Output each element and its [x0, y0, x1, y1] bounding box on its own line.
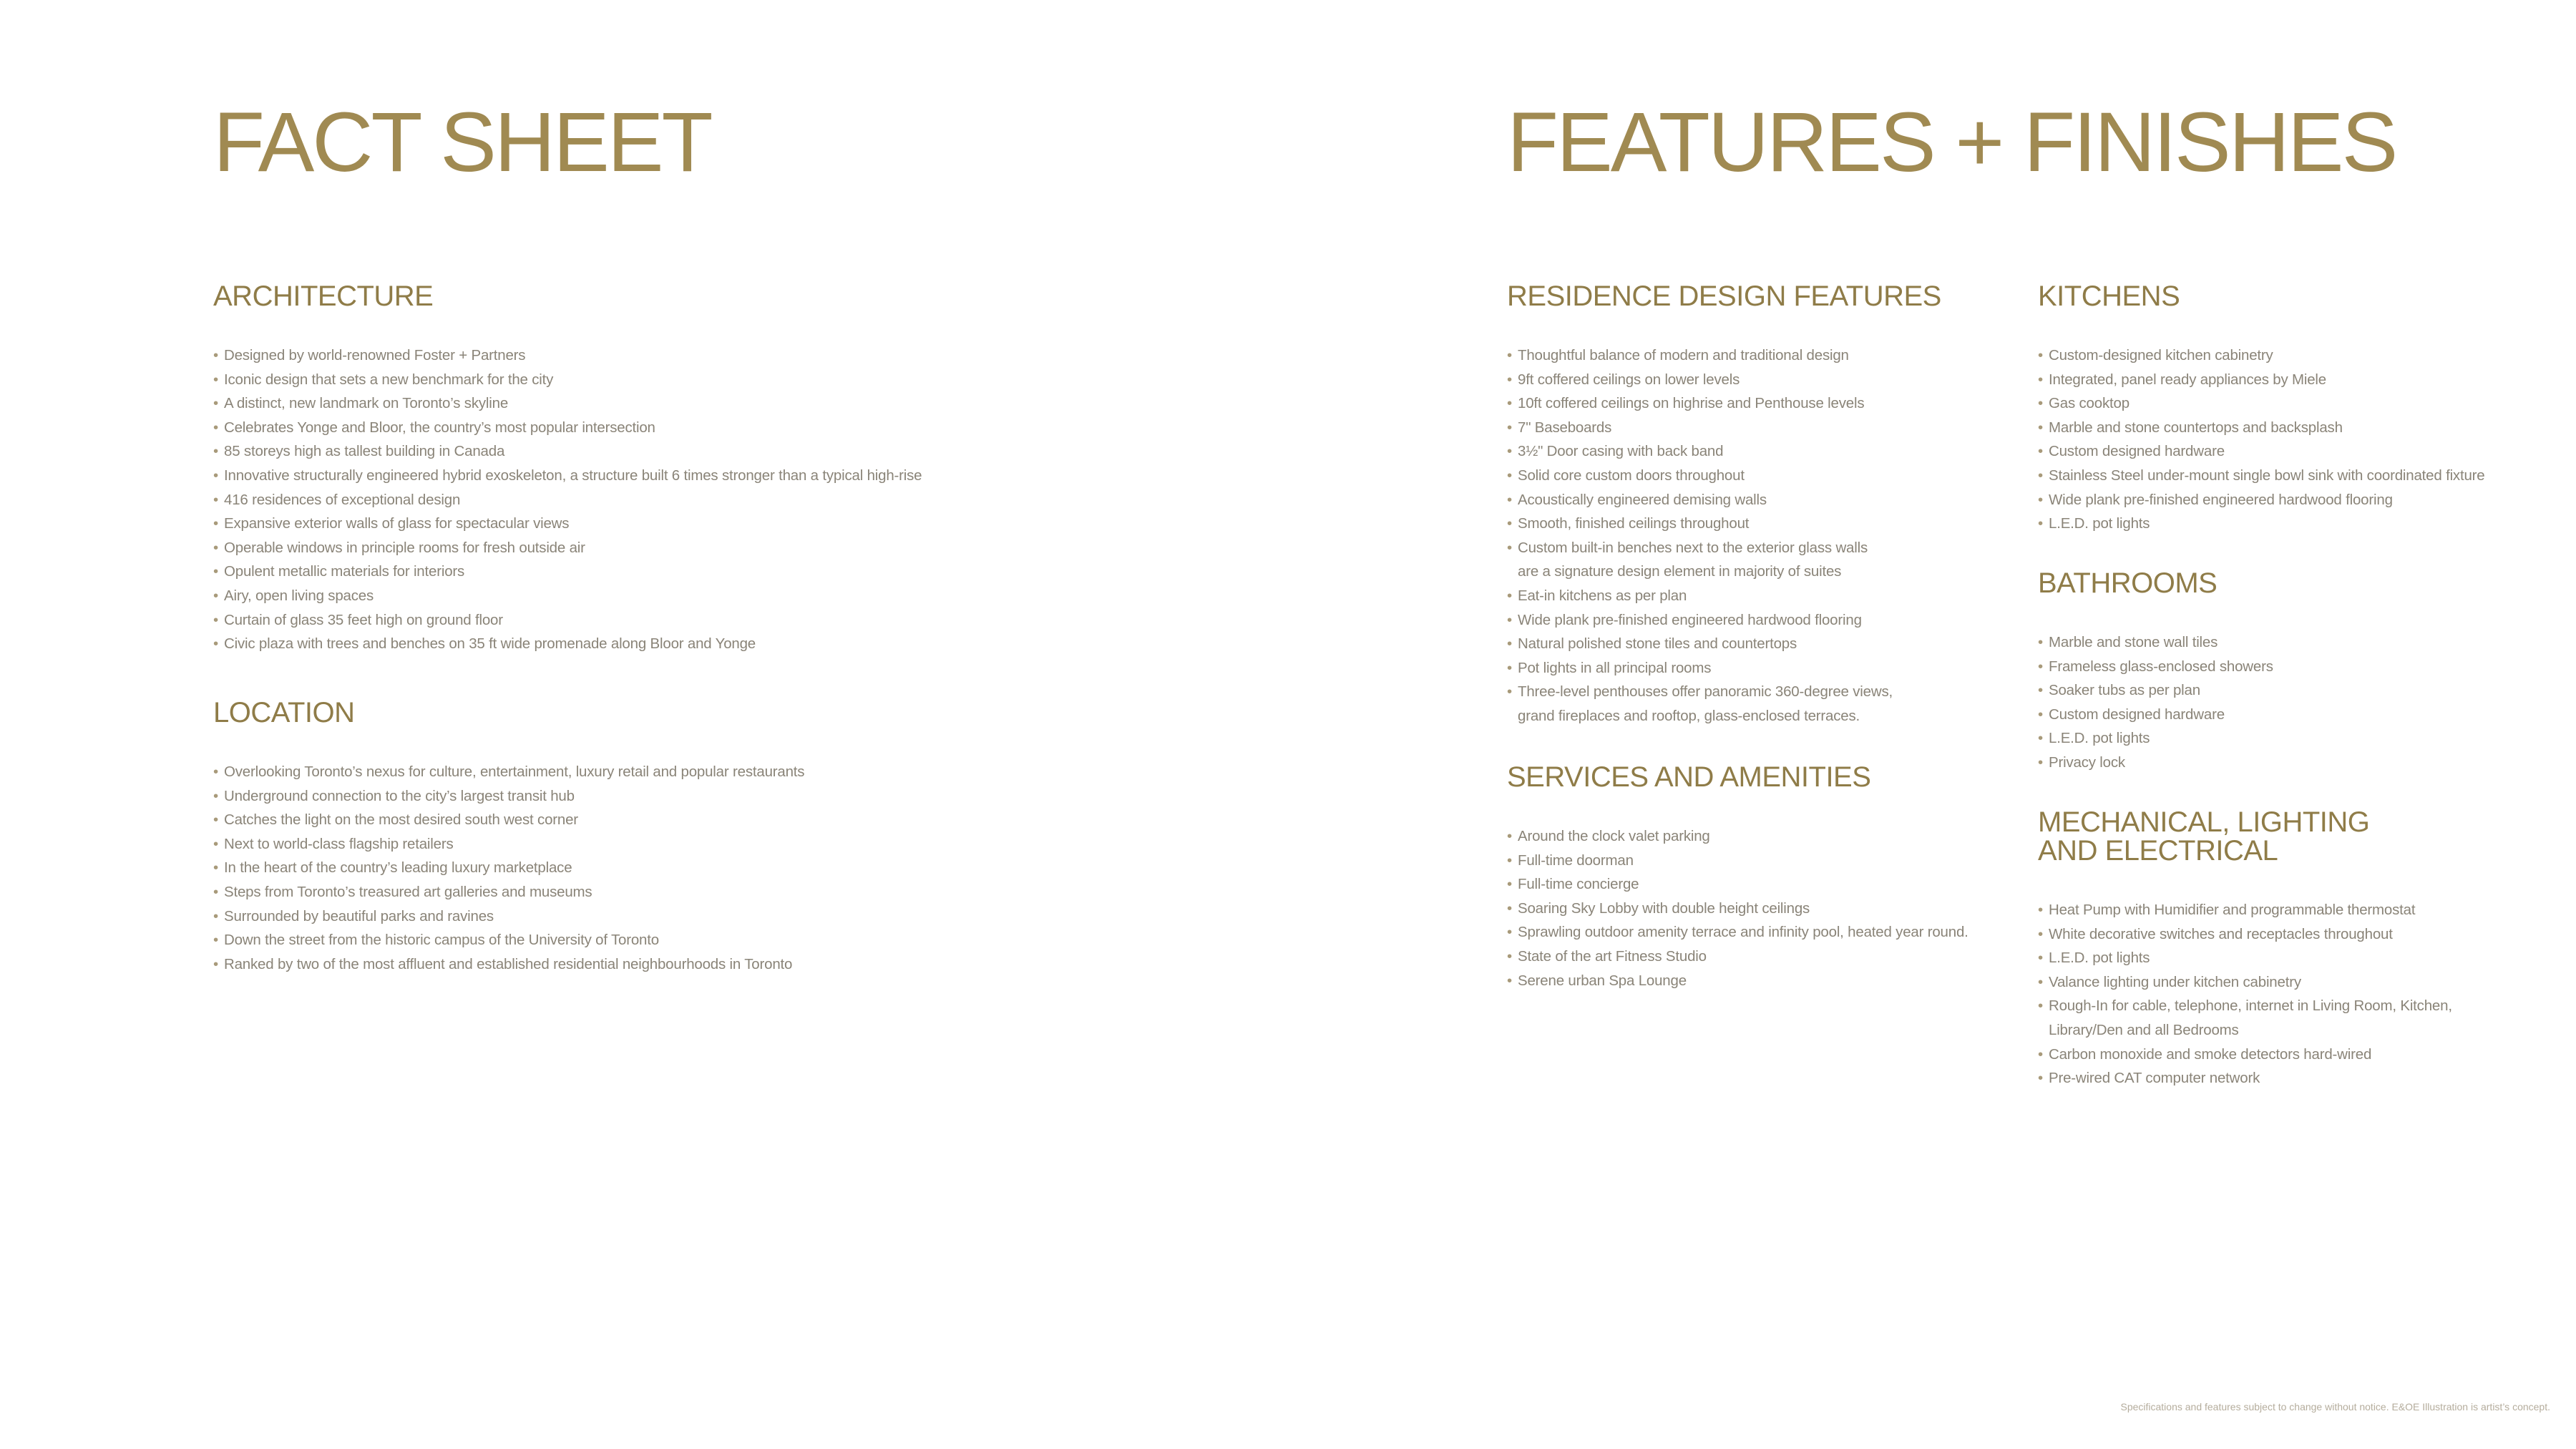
- list-item: • Designed by world-renowned Foster + Partners: [213, 347, 526, 364]
- fact-sheet-title: FACT SHEET: [213, 95, 711, 190]
- list-item: • Rough-In for cable, telephone, internet in Living Room, Kitchen,: [2038, 997, 2452, 1015]
- list-item: • Custom built-in benches next to the exterior glass walls: [1507, 539, 1868, 556]
- list-item: • Steps from Toronto’s treasured art galleries and museums: [213, 883, 592, 900]
- list-item: • Sprawling outdoor amenity terrace and infinity pool, heated year round.: [1507, 924, 1968, 941]
- list-item: • Stainless Steel under-mount single bowl sink with coordinated fixture: [2038, 467, 2485, 484]
- services-heading: SERVICES AND AMENITIES: [1507, 761, 1871, 793]
- list-item: • Soaker tubs as per plan: [2038, 682, 2200, 699]
- list-item: • L.E.D. pot lights: [2038, 950, 2150, 967]
- list-item: • Curtain of glass 35 feet high on ground floor: [213, 611, 503, 628]
- list-item: • Celebrates Yonge and Bloor, the country’s most popular intersection: [213, 419, 655, 436]
- list-item: • Three-level penthouses offer panoramic 360-degree views,: [1507, 683, 1893, 701]
- list-item: • 416 residences of exceptional design: [213, 491, 461, 508]
- list-item: • L.E.D. pot lights: [2038, 515, 2150, 532]
- list-item: • Down the street from the historic campus of the University of Toronto: [213, 932, 659, 949]
- list-item: • Serene urban Spa Lounge: [1507, 972, 1687, 989]
- list-item: • Ranked by two of the most affluent and established residential neighbourhoods in Toronto: [213, 955, 793, 972]
- list-item-continuation: are a signature design element in majority of suites: [1518, 563, 1842, 580]
- list-item: • Custom designed hardware: [2038, 706, 2225, 723]
- list-item: • State of the art Fitness Studio: [1507, 947, 1707, 965]
- kitchens-list: [2038, 343, 2485, 536]
- list-item: • Eat-in kitchens as per plan: [1507, 587, 1687, 604]
- list-item: • Soaring Sky Lobby with double height ceilings: [1507, 899, 1810, 917]
- list-item: • A distinct, new landmark on Toronto’s skyline: [213, 395, 509, 412]
- mechanical-heading: MECHANICAL, LIGHTING AND ELECTRICAL: [2038, 806, 2370, 867]
- location-heading: LOCATION: [213, 697, 355, 728]
- list-item: • Innovative structurally engineered hybrid exoskeleton, a structure built 6 times stronger than a typical high-rise: [213, 467, 922, 484]
- list-item: • Custom-designed kitchen cabinetry: [2038, 347, 2273, 364]
- residence-list: [1507, 343, 1941, 728]
- list-item: • Operable windows in principle rooms for fresh outside air: [213, 539, 585, 556]
- list-item: • Wide plank pre-finished engineered hardwood flooring: [2038, 491, 2393, 508]
- list-item: • Acoustically engineered demising walls: [1507, 491, 1767, 508]
- list-item: • Smooth, finished ceilings throughout: [1507, 515, 1750, 532]
- list-item: • Underground connection to the city’s largest transit hub: [213, 787, 575, 804]
- list-item: • Valance lighting under kitchen cabinetry: [2038, 973, 2301, 990]
- mechanical-list: [2038, 898, 2452, 1091]
- list-item: • Full-time doorman: [1507, 852, 1634, 869]
- residence-heading: RESIDENCE DESIGN FEATURES: [1507, 280, 1941, 312]
- bathrooms-heading: BATHROOMS: [2038, 567, 2218, 599]
- disclaimer-footnote: Specifications and features subject to change without notice. E&OE Illustration is artist’s concept.: [2120, 1401, 2550, 1413]
- list-item: • Carbon monoxide and smoke detectors hard-wired: [2038, 1045, 2372, 1063]
- bathrooms-section: [2038, 569, 2273, 775]
- architecture-heading: ARCHITECTURE: [213, 280, 434, 312]
- list-item: • Marble and stone countertops and backsplash: [2038, 419, 2343, 436]
- location-list: [213, 760, 804, 976]
- mechanical-section: [2038, 808, 2452, 1091]
- list-item-continuation: grand fireplaces and rooftop, glass-enclosed terraces.: [1518, 707, 1860, 724]
- list-item: • Integrated, panel ready appliances by Miele: [2038, 371, 2326, 388]
- list-item: • Next to world-class flagship retailers: [213, 835, 454, 852]
- list-item: • L.E.D. pot lights: [2038, 730, 2150, 747]
- list-item: • White decorative switches and receptacles throughout: [2038, 925, 2393, 942]
- list-item: • Civic plaza with trees and benches on 35 ft wide promenade along Bloor and Yonge: [213, 635, 756, 653]
- bathrooms-list: [2038, 630, 2273, 775]
- list-item: • Catches the light on the most desired south west corner: [213, 811, 578, 829]
- list-item: • Frameless glass-enclosed showers: [2038, 658, 2273, 675]
- kitchens-heading: KITCHENS: [2038, 280, 2180, 312]
- list-item: • 3½" Door casing with back band: [1507, 443, 1724, 460]
- list-item: • Pre-wired CAT computer network: [2038, 1070, 2260, 1087]
- list-item-continuation: Library/Den and all Bedrooms: [2049, 1021, 2239, 1038]
- list-item: • Overlooking Toronto’s nexus for culture, entertainment, luxury retail and popular restaurants: [213, 763, 805, 780]
- list-item: • Solid core custom doors throughout: [1507, 467, 1745, 484]
- location-section: [213, 698, 804, 976]
- list-item: • Custom designed hardware: [2038, 443, 2225, 460]
- services-list: [1507, 824, 1968, 992]
- list-item: • Wide plank pre-finished engineered hardwood flooring: [1507, 611, 1862, 628]
- list-item: • 7" Baseboards: [1507, 419, 1612, 436]
- features-title: FEATURES + FINISHES: [1507, 95, 2396, 190]
- services-section: [1507, 763, 1968, 992]
- list-item: • 10ft coffered ceilings on highrise and Penthouse levels: [1507, 395, 1865, 412]
- residence-section: [1507, 282, 1941, 728]
- list-item: • Privacy lock: [2038, 753, 2125, 771]
- list-item: • Natural polished stone tiles and countertops: [1507, 635, 1797, 653]
- list-item: • Full-time concierge: [1507, 876, 1639, 893]
- list-item: • Surrounded by beautiful parks and ravines: [213, 907, 494, 924]
- list-item: • Around the clock valet parking: [1507, 828, 1710, 844]
- list-item: • 9ft coffered ceilings on lower levels: [1507, 371, 1740, 388]
- list-item: • Opulent metallic materials for interiors: [213, 563, 465, 580]
- list-item: • In the heart of the country’s leading luxury marketplace: [213, 859, 572, 877]
- list-item: • Gas cooktop: [2038, 395, 2129, 412]
- list-item: • Heat Pump with Humidifier and programmable thermostat: [2038, 902, 2416, 918]
- list-item: • Iconic design that sets a new benchmark for the city: [213, 371, 554, 388]
- list-item: • Marble and stone wall tiles: [2038, 634, 2218, 650]
- list-item: • Pot lights in all principal rooms: [1507, 659, 1712, 676]
- architecture-section: [213, 282, 922, 656]
- list-item: • Airy, open living spaces: [213, 587, 374, 604]
- list-item: • Thoughtful balance of modern and traditional design: [1507, 347, 1849, 364]
- kitchens-section: [2038, 282, 2485, 536]
- list-item: • Expansive exterior walls of glass for spectacular views: [213, 515, 570, 532]
- architecture-list: [213, 343, 922, 656]
- list-item: • 85 storeys high as tallest building in Canada: [213, 443, 505, 460]
